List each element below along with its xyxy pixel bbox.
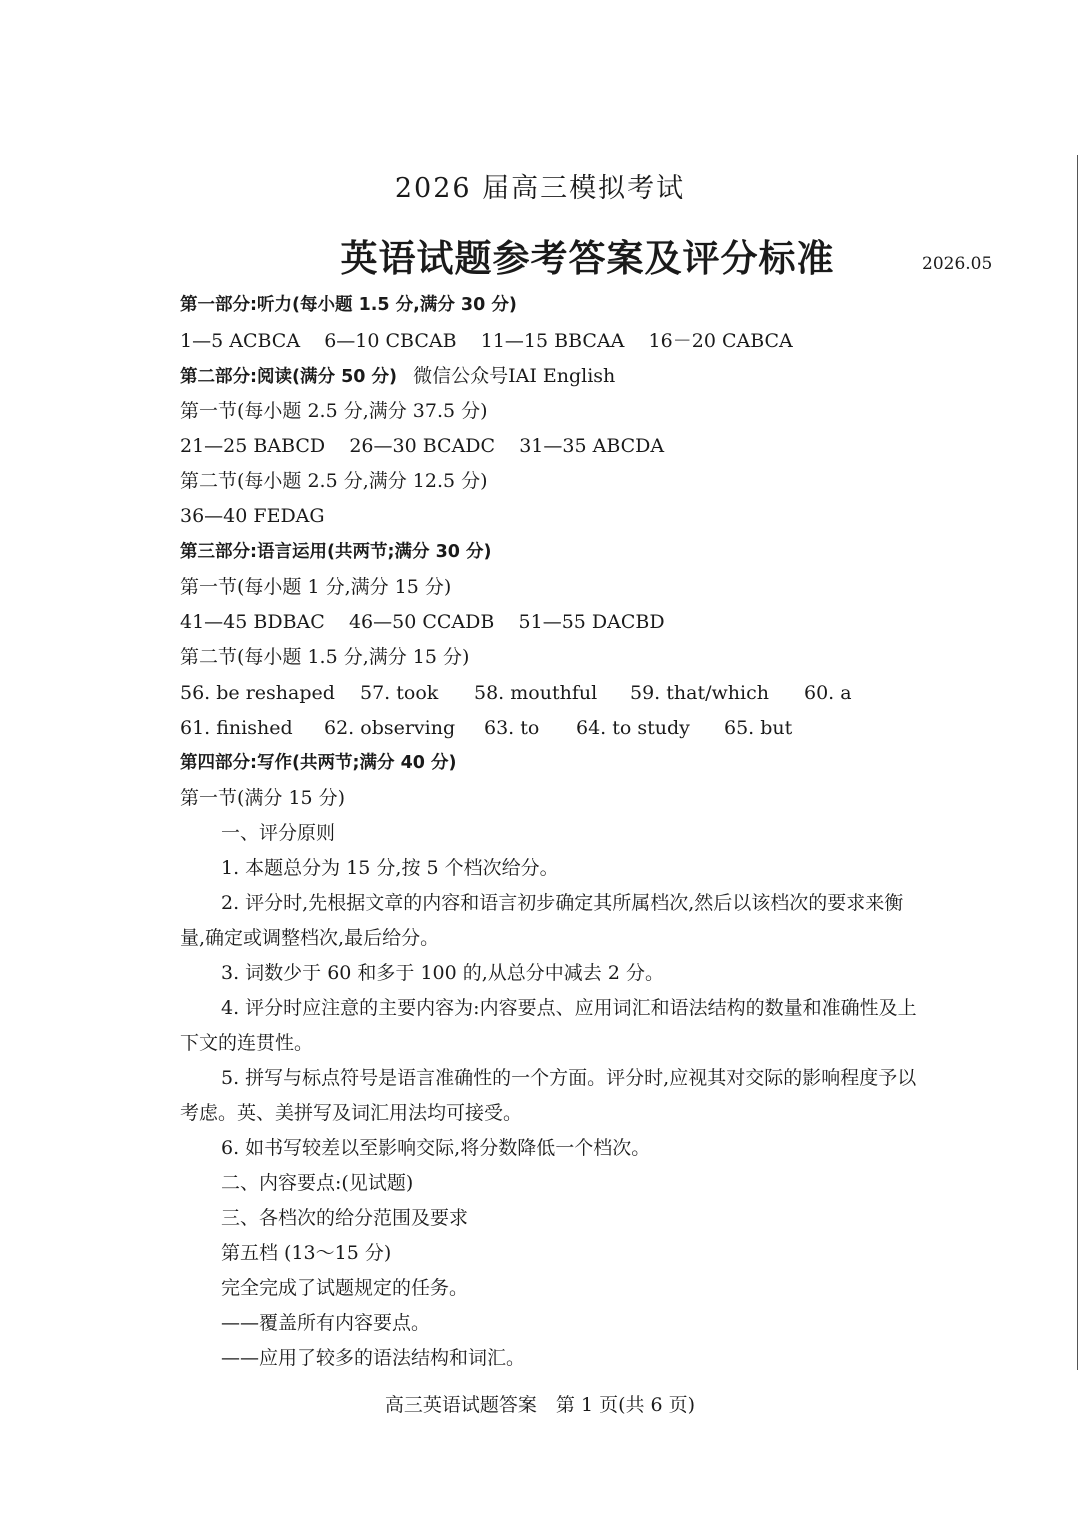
part2-section1-heading: 第一节(每小题 2.5 分,满分 37.5 分) xyxy=(180,400,488,422)
levels-heading: 三、各档次的给分范围及要求 xyxy=(221,1207,469,1229)
principle-4-line1: 4. 评分时应注意的主要内容为:内容要点、应用词汇和语法结构的数量和准确性及上 xyxy=(221,997,917,1019)
principle-2-line2: 量,确定或调整档次,最后给分。 xyxy=(180,927,440,949)
part3-heading: 第三部分:语言运用(共两节;满分 30 分) xyxy=(180,542,492,562)
part1-heading: 第一部分:听力(每小题 1.5 分,满分 30 分) xyxy=(180,295,517,315)
answer-63: 63. to xyxy=(484,717,540,739)
answer-56: 56. be reshaped xyxy=(180,682,335,704)
principle-5-line2: 考虑。英、美拼写及词汇用法均可接受。 xyxy=(180,1102,523,1124)
content-points-heading: 二、内容要点:(见试题) xyxy=(221,1172,414,1194)
part2-heading: 第二部分:阅读(满分 50 分) xyxy=(180,367,398,387)
answer-61: 61. finished xyxy=(180,717,293,739)
part2-section1-answers: 21—25 BABCD 26—30 BCADC 31—35 ABCDA xyxy=(180,435,665,457)
part2-section2-answers: 36—40 FEDAG xyxy=(180,505,325,527)
exam-name: 2026 届高三模拟考试 xyxy=(394,173,686,204)
answer-58: 58. mouthful xyxy=(474,682,598,704)
principle-3: 3. 词数少于 60 和多于 100 的,从总分中减去 2 分。 xyxy=(221,962,664,984)
page-title: 英语试题参考答案及评分标准 xyxy=(340,237,835,280)
part1-answers: 1—5 ACBCA 6—10 CBCAB 11—15 BBCAA 16－20 CABCA xyxy=(180,330,793,352)
watermark-text: 微信公众号IAI English xyxy=(413,365,616,387)
principle-6: 6. 如书写较差以至影响交际,将分数降低一个档次。 xyxy=(221,1137,651,1159)
principle-5-line1: 5. 拼写与标点符号是语言准确性的一个方面。评分时,应视其对交际的影响程度予以 xyxy=(221,1067,917,1089)
principle-1: 1. 本题总分为 15 分,按 5 个档次给分。 xyxy=(221,857,559,879)
part2-heading-row xyxy=(180,364,615,389)
answer-59: 59. that/which xyxy=(630,682,769,704)
part3-section2-heading: 第二节(每小题 1.5 分,满分 15 分) xyxy=(180,646,470,668)
document-date: 2026.05 xyxy=(922,254,993,274)
level5-item-1: ——覆盖所有内容要点。 xyxy=(221,1312,431,1334)
part3-section1-answers: 41—45 BDBAC 46—50 CCADB 51—55 DACBD xyxy=(180,611,665,633)
part2-section2-heading: 第二节(每小题 2.5 分,满分 12.5 分) xyxy=(180,470,488,492)
answer-65: 65. but xyxy=(724,717,793,739)
answer-60: 60. a xyxy=(804,682,852,704)
page-edge-line xyxy=(1077,155,1078,1370)
level5-item-2: ——应用了较多的语法结构和词汇。 xyxy=(221,1347,526,1369)
page-footer: 高三英语试题答案 第 1 页(共 6 页) xyxy=(384,1394,696,1416)
principle-4-line2: 下文的连贯性。 xyxy=(180,1032,314,1054)
answer-62: 62. observing xyxy=(324,717,456,739)
principles-heading: 一、评分原则 xyxy=(221,822,336,844)
level5-heading: 第五档 (13～15 分) xyxy=(221,1242,392,1264)
part4-heading: 第四部分:写作(共两节;满分 40 分) xyxy=(180,753,457,773)
level5-description: 完全完成了试题规定的任务。 xyxy=(221,1277,469,1299)
answer-64: 64. to study xyxy=(576,717,690,739)
principle-2-line1: 2. 评分时,先根据文章的内容和语言初步确定其所属档次,然后以该档次的要求来衡 xyxy=(221,892,904,914)
part4-section1-heading: 第一节(满分 15 分) xyxy=(180,787,346,809)
answer-57: 57. took xyxy=(360,682,439,704)
part3-section1-heading: 第一节(每小题 1 分,满分 15 分) xyxy=(180,576,452,598)
